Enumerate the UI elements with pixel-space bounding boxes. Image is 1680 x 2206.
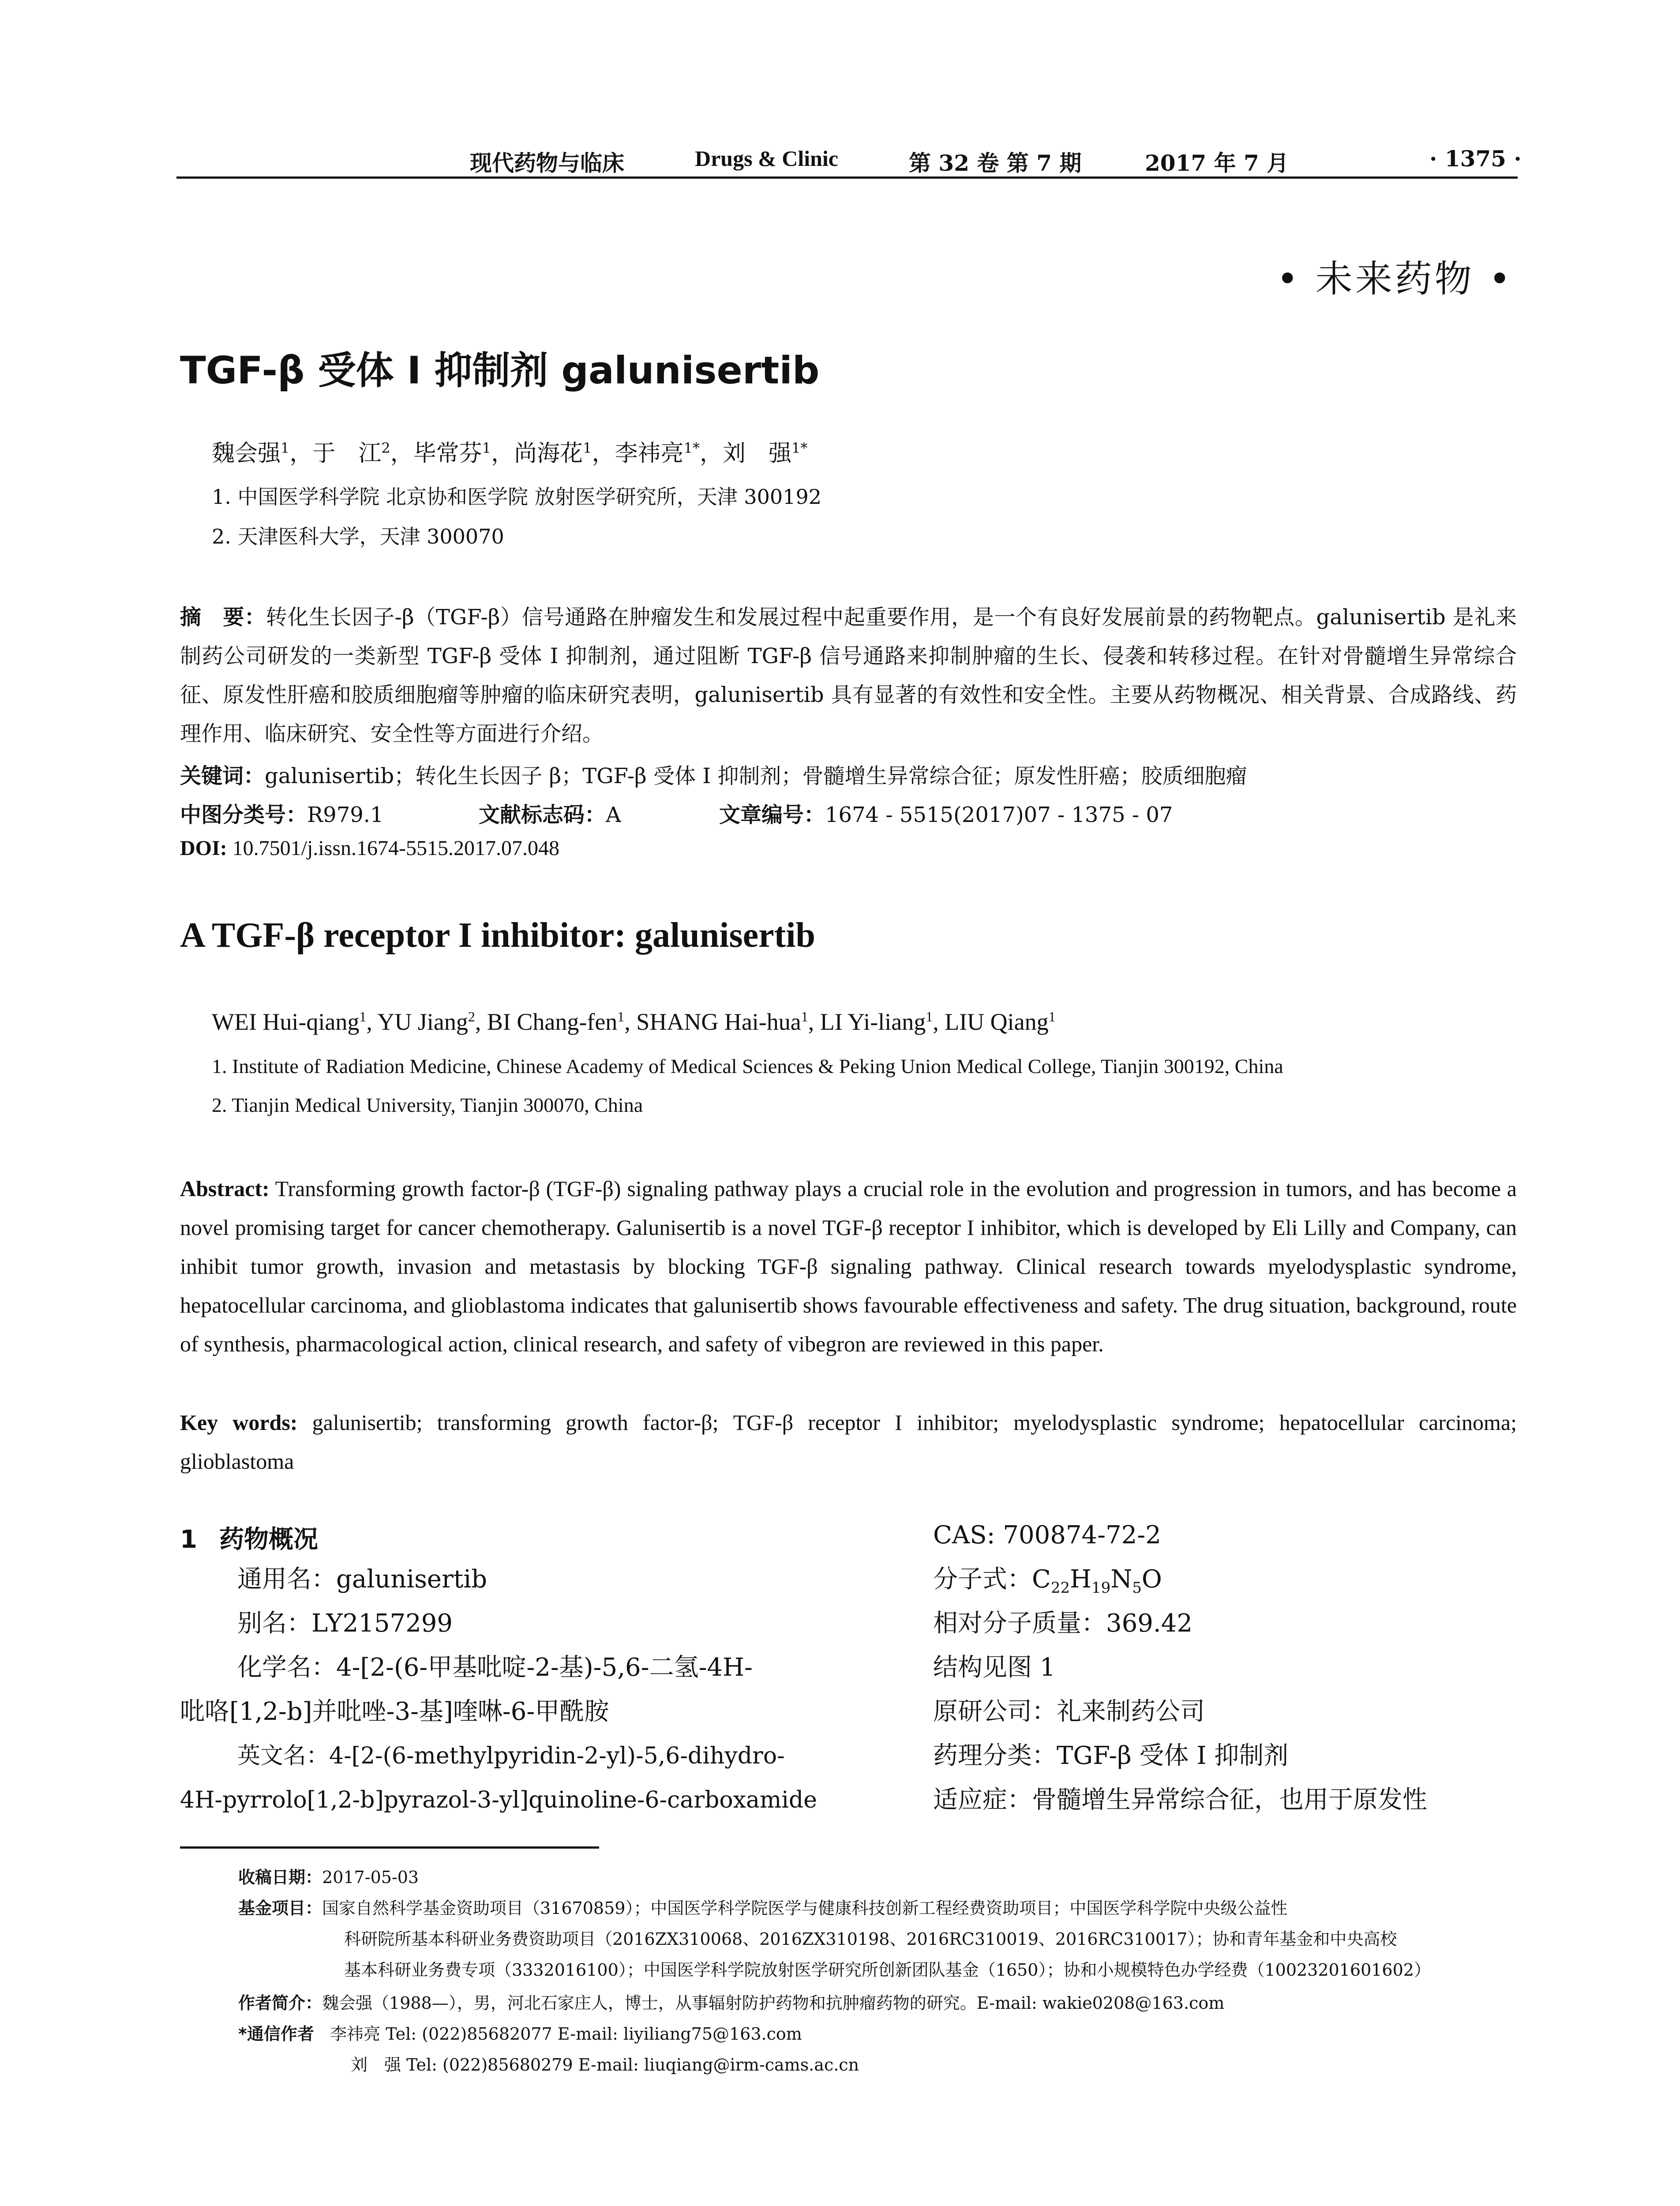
section-1-right-column (933, 1513, 1520, 1822)
pharmacology-class-line: 药理分类：TGF-β 受体 I 抑制剂 (933, 1741, 1289, 1770)
cn-author-affiliation-marker: 1 (482, 439, 491, 457)
formula-h: H (1070, 1565, 1091, 1594)
en-author-affiliation-marker: 1 (926, 1009, 933, 1024)
en-author-affiliation-marker: 2 (468, 1009, 475, 1024)
fund-line-3: 基本科研业务费专项（3332016100）；中国医学科学院放射医学研究所创新团队基金（1650）；协和小规模特色办学经费（10023201601602） (344, 1960, 1431, 1980)
fund-line-2: 科研院所基本科研业务费资助项目（2016ZX310068、2016ZX310198、2016RC310019、2016RC310017）；协和青年基金和中央高校 (344, 1929, 1397, 1949)
cn-author-name: 魏会强 (212, 440, 281, 467)
chemical-name-line-1: 化学名：4-[2-(6-甲基吡啶-2-基)-5,6-二氢-4H- (237, 1653, 753, 1682)
structure-ref-line: 结构见图 1 (933, 1653, 1056, 1682)
cn-author-name: 毕常芬 (413, 440, 482, 467)
clc-value: R979.1 (307, 803, 384, 827)
author-bio-text: 魏会强（1988—），男，河北石家庄人，博士，从事辐射防护药物和抗肿瘤药物的研究。E-mail: wakie0208@163.com (322, 1993, 1225, 2013)
doi-label: DOI: (180, 837, 227, 860)
cn-author-affiliation-marker: 1* (791, 439, 808, 457)
generic-name-line: 通用名：galunisertib (237, 1565, 488, 1594)
received-label: 收稿日期： (238, 1868, 322, 1887)
formula-c-count: 22 (1050, 1579, 1070, 1597)
doi-value[interactable]: 10.7501/j.issn.1674-5515.2017.07.048 (232, 837, 560, 860)
en-author-affiliation-marker: 1 (801, 1009, 808, 1024)
abstract-label-en: Abstract: (180, 1176, 270, 1201)
abstract-en (180, 1169, 1517, 1363)
author-list-cn: 魏会强$^1$，于 江$^2$，毕常芬$^1$，尚海花$^1$，李祎亮$^{1*}$，刘 强$^{1*}$ (212, 439, 808, 467)
affiliation-2-en: 2. Tianjin Medical University, Tianjin 300070, China (212, 1094, 643, 1116)
cn-author-name: 李祎亮 (615, 440, 684, 467)
clc-line (180, 798, 384, 828)
footnote-rule (180, 1846, 599, 1849)
cn-author-affiliation-marker: 1* (683, 439, 700, 457)
keywords-label-en: Key words: (180, 1410, 298, 1435)
corresponding-label: *通信作者 (238, 2024, 314, 2044)
author-bio-label: 作者简介： (238, 1993, 322, 2013)
en-author-name: YU Jiang (377, 1009, 468, 1035)
keywords-text-cn: galunisertib；转化生长因子 β；TGF-β 受体 I 抑制剂；骨髓增生异常综合征；原发性肝癌；胶质细胞瘤 (265, 764, 1247, 788)
issue-date: 2017 年 7 月 (1145, 150, 1289, 176)
author-list-en: WEI Hui-qiang$^1$, YU Jiang$^2$, BI Chang-fen$^1$, SHANG Hai-hua$^1$, LI Yi-liang$^1$, LIU Qiang$^1$ (212, 1009, 1056, 1035)
formula-line (933, 1557, 1520, 1602)
article-no-line (719, 798, 1173, 828)
formula-o: O (1141, 1565, 1162, 1594)
received-date (238, 1864, 419, 1891)
abstract-cn (180, 598, 1517, 753)
en-author-affiliation-marker: 1 (617, 1009, 625, 1024)
alias-line: 别名：LY2157299 (237, 1609, 453, 1638)
section-1-left-column (180, 1557, 820, 1822)
en-author-affiliation-marker: 1 (359, 1009, 367, 1024)
en-author-affiliation-marker: 1 (1048, 1009, 1056, 1024)
volume-issue: 第 32 卷 第 7 期 (909, 150, 1082, 176)
cn-author-affiliation-marker: 1 (281, 439, 290, 457)
molecular-weight-line: 相对分子质量：369.42 (933, 1609, 1192, 1638)
doi-line (180, 836, 559, 860)
cn-author-name: 于 江 (312, 440, 382, 467)
clc-label: 中图分类号： (180, 803, 308, 827)
article-no-label: 文章编号： (719, 803, 825, 827)
column-tag: • 未来药物 • (1276, 257, 1513, 300)
chemical-name-line-2: 吡咯[1,2-b]并吡唑-3-基]喹啉-6-甲酰胺 (180, 1697, 609, 1726)
received-value: 2017-05-03 (322, 1868, 419, 1887)
en-author-name: BI Chang-fen (487, 1009, 618, 1035)
affiliation-1-cn: 1. 中国医学科学院 北京协和医学院 放射医学研究所，天津 300192 (212, 485, 821, 509)
abstract-text-cn: 转化生长因子-β（TGF-β）信号通路在肿瘤发生和发展过程中起重要作用，是一个有良好发展前景的药物靶点。galunisertib 是礼来制药公司研发的一类新型 TGF-β 受体 I 抑制剂，通过阻断 TGF-β 信号通路来抑制肿瘤的生长、侵袭和转移过程。在针对骨髓增生异常综合征、原发性肝癌和胶质细胞瘤等肿瘤的临床研究表明，galunisertib 具有显著的有效性和安全性。主要从药物概况、相关背景、合成路线、药理作用、临床研究、安全性等方面进行介绍。 (180, 605, 1517, 746)
formula-label: 分子式： (933, 1565, 1032, 1594)
en-author-name: SHANG Hai-hua (636, 1009, 801, 1035)
english-name-line-2: 4H-pyrrolo[1,2-b]pyrazol-3-yl]quinoline-6-carboxamide (180, 1787, 817, 1813)
abstract-label-cn: 摘 要： (180, 605, 266, 630)
keywords-label-cn: 关键词： (180, 764, 265, 788)
keywords-cn (180, 759, 1247, 789)
journal-title-cn: 现代药物与临床 (470, 150, 624, 176)
keywords-text-en: galunisertib; transforming growth factor-β; TGF-β receptor I inhibitor; myelodysplastic syndrome; hepatocellular carcinoma; glioblastoma (180, 1410, 1517, 1474)
fund-label: 基金项目： (238, 1898, 322, 1918)
page-title: TGF-β 受体 I 抑制剂 galunisertib (180, 349, 820, 393)
affiliation-1-en: 1. Institute of Radiation Medicine, Chinese Academy of Medical Sciences & Peking Union Medical College, Tianjin 300192, China (212, 1055, 1283, 1077)
section-1-heading (180, 1520, 318, 1555)
formula-c: C (1032, 1565, 1051, 1594)
formula-h-count: 19 (1091, 1579, 1111, 1597)
indication-line: 适应症：骨髓增生异常综合征，也用于原发性 (933, 1786, 1427, 1814)
english-name-line-1: 英文名：4-[2-(6-methylpyridin-2-yl)-5,6-dihydro- (237, 1743, 785, 1769)
cn-author-affiliation-marker: 1 (583, 439, 592, 457)
section-1-number: 1 (180, 1525, 197, 1554)
cn-author-affiliation-marker: 2 (381, 439, 390, 457)
formula-n-count: 5 (1132, 1579, 1142, 1597)
affiliation-2-cn: 2. 天津医科大学，天津 300070 (212, 525, 504, 548)
en-author-name: LIU Qiang (945, 1009, 1049, 1035)
section-1-title: 药物概况 (219, 1525, 318, 1554)
english-title: A TGF-β receptor I inhibitor: galunisertib (180, 916, 815, 955)
doc-code-line (479, 798, 621, 828)
corresponding-author-1: 李祎亮 Tel: (022)85682077 E-mail: liyiliang75@163.com (330, 2024, 802, 2044)
header-rule (176, 176, 1518, 179)
originator-line: 原研公司：礼来制药公司 (933, 1697, 1205, 1726)
abstract-text-en: Transforming growth factor-β (TGF-β) signaling pathway plays a crucial role in the evolution and progression in tumors, and has become a novel promising target for cancer chemotherapy. Galunisertib is a novel TGF-β receptor I inhibitor, which is developed by Eli Lilly and Company, can inhibit tumor growth, invasion and metastasis by blocking TGF-β signaling pathway. Clinical research towards myelodysplastic syndrome, hepatocellular carcinoma, and glioblastoma indicates that galunisertib shows favourable effectiveness and safety. The drug situation, background, route of synthesis, pharmacological action, clinical research, and safety of vibegron are reviewed in this paper. (180, 1176, 1517, 1356)
en-author-name: WEI Hui-qiang (212, 1009, 360, 1035)
article-no-value: 1674 - 5515(2017)07 - 1375 - 07 (825, 803, 1173, 827)
doc-code-label: 文献标志码： (479, 803, 606, 827)
en-author-name: LI Yi-liang (820, 1009, 926, 1035)
journal-title-en: Drugs & Clinic (695, 146, 838, 171)
cn-author-name: 刘 强 (722, 440, 791, 467)
fund-line-1 (238, 1895, 1287, 1921)
cas-line: CAS: 700874-72-2 (933, 1521, 1161, 1549)
cn-author-name: 尚海花 (514, 440, 583, 467)
fund-text-1: 国家自然科学基金资助项目（31670859）；中国医学科学院医学与健康科技创新工程经费资助项目；中国医学科学院中央级公益性 (322, 1898, 1288, 1918)
page-number: · 1375 · (1429, 146, 1522, 172)
keywords-en (180, 1403, 1517, 1481)
corresponding-author-2: 刘 强 Tel: (022)85680279 E-mail: liuqiang@irm-cams.ac.cn (351, 2055, 859, 2075)
corresponding-line-1 (238, 2021, 802, 2047)
formula-n: N (1110, 1565, 1132, 1594)
author-bio (238, 1990, 1224, 2016)
doc-code-value: A (606, 803, 621, 827)
